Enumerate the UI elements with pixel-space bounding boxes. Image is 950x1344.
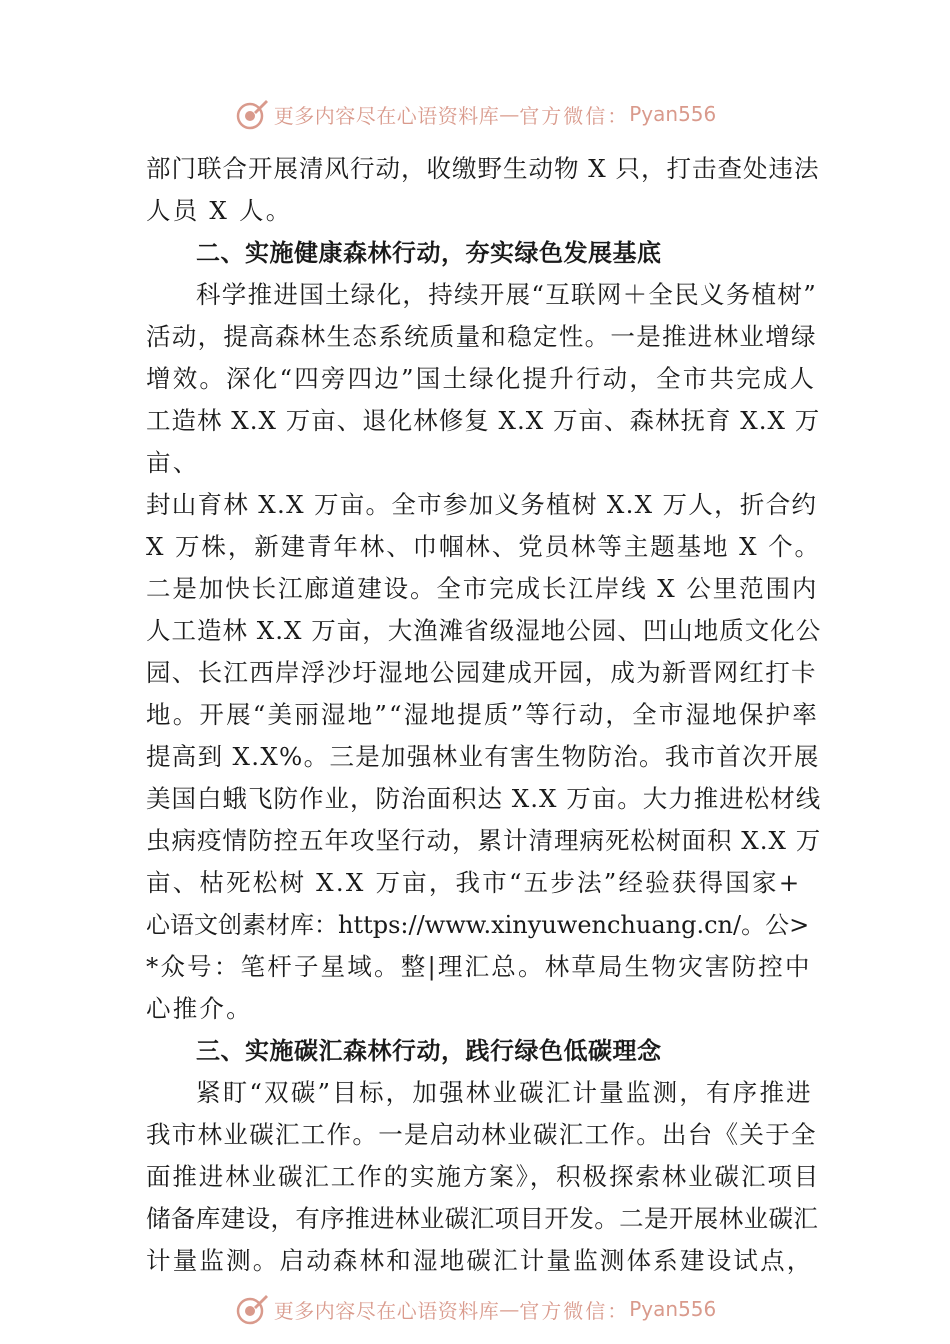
text-line: 园、长江西岸浮沙圩湿地公园建成开园，成为新晋网红打卡 [146,658,817,687]
watermark-wechat-id: Pyan556 [629,102,717,126]
text-line: 储备库建设，有序推进林业碳汇项目开发。二是开展林业碳汇 [146,1204,819,1233]
text-line: 人工造林 X.X 万亩，大渔滩省级湿地公园、凹山地质文化公 [146,616,822,645]
pen-seal-icon [234,96,270,132]
text-line: 工造林 X.X 万亩、退化林修复 X.X 万亩、森林抚育 X.X 万 [146,406,821,435]
text-line: 心推介。 [146,994,253,1023]
text-line: 人员 X 人。 [146,196,293,225]
watermark-wechat-label: 官方微信： [519,103,630,128]
watermark-banner-bottom [0,1287,950,1331]
text-line: 亩、枯死松树 X.X 万亩，我市“五步法”经验获得国家+ [146,868,802,897]
text-line: 计量监测。启动森林和湿地碳汇计量监测体系建设试点， [146,1246,814,1275]
text-line: 虫病疫情防控五年攻坚行动，累计清理病死松树面积 X.X 万 [146,826,822,855]
text-line: 我市林业碳汇工作。一是启动林业碳汇工作。出台《关于全 [146,1120,817,1149]
text-line: X 万株，新建青年林、巾帼林、党员林等主题基地 X 个。 [146,532,821,561]
text-line: 活动，提高森林生态系统质量和稳定性。一是推进林业增绿 [146,322,817,351]
text-line: 美国白蛾飞防作业，防治面积达 X.X 万亩。大力推进松材线 [146,784,822,813]
text-line: 二是加快长江廊道建设。全市完成长江岸线 X 公里范围内 [146,574,819,603]
text-line: 地。开展“美丽湿地”“湿地提质”等行动，全市湿地保护率 [146,700,819,729]
paragraph-first-line: 紧盯“双碳”目标，加强林业碳汇计量监测，有序推进 [196,1078,813,1107]
paragraph-first-line: 科学推进国土绿化，持续开展“互联网＋全民义务植树” [196,280,818,309]
watermark-separator: — [499,1297,520,1321]
text-line: 增效。深化“四旁四边”国土绿化提升行动，全市共完成人 [146,364,817,393]
text-line: *众号：笔杆子星域。整|理汇总。林草局生物灾害防控中 [146,952,812,981]
watermark-separator: — [499,102,520,126]
text-line: 面推进林业碳汇工作的实施方案》，积极探索林业碳汇项目 [146,1162,821,1191]
watermark-wechat-label: 官方微信： [519,1298,630,1323]
document-body [146,148,822,1282]
text-line: 部门联合开展清风行动，收缴野生动物 X 只，打击查处违法 [146,154,820,183]
pen-seal-icon [234,1291,270,1327]
section-heading: 二、实施健康森林行动，夯实绿色发展基底 [196,239,662,267]
text-line: 亩、 [146,448,200,477]
text-line: 心语文创素材库：https://www.xinyuwenchuang.cn/。公> [146,911,810,939]
text-line: 封山育林 X.X 万亩。全市参加义务植树 X.X 万人，折合约 [146,490,818,519]
text-line: 提高到 X.X%。三是加强林业有害生物防治。我市首次开展 [146,742,820,771]
watermark-wechat-id: Pyan556 [629,1297,717,1321]
watermark-banner-top [0,92,950,136]
watermark-main-text: 更多内容尽在心语资料库 [273,1298,500,1323]
watermark-main-text: 更多内容尽在心语资料库 [273,103,500,128]
section-heading: 三、实施碳汇森林行动，践行绿色低碳理念 [196,1037,662,1065]
